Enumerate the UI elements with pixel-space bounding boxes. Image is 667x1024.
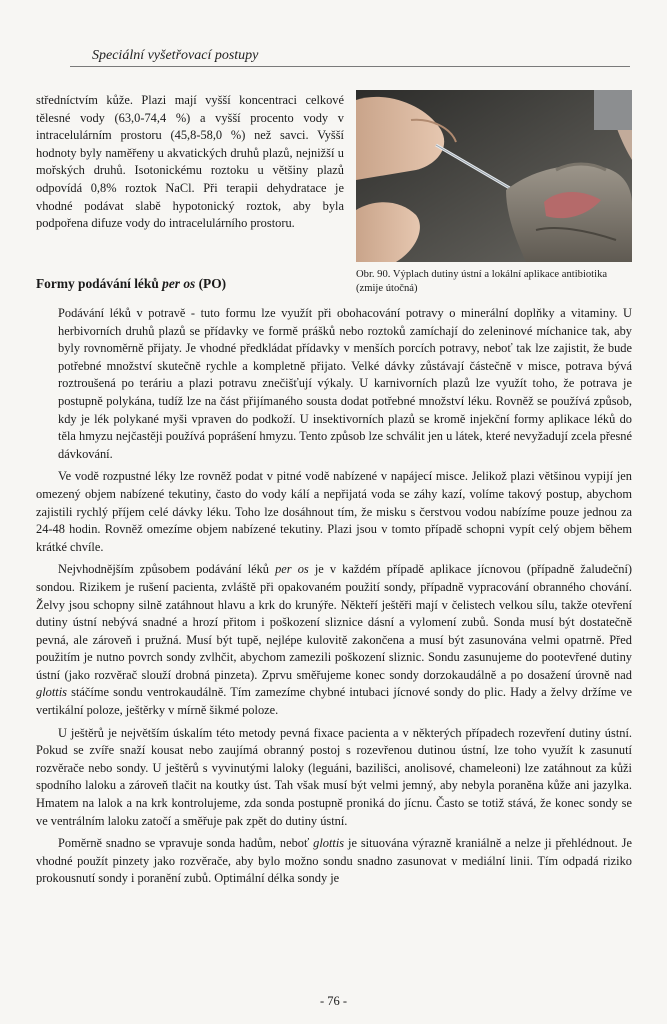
intro-column — [36, 92, 344, 233]
figure-caption: Obr. 90. Výplach dutiny ústní a lokální aplikace antibiotika (zmije útočná) — [356, 269, 608, 294]
main-text — [36, 305, 632, 893]
paragraph-text: je v každém případě aplikace jícnovou (případně žaludeční) sondou. Rizikem je rušení pacienta, zvláště při opakovaném použití sondy, případně vypracování obranného chování. Želvy jsou schopny silně zatáhnout hlavu a krk do krunýře. Někteří ještěři mají v čelistech velkou sílu, takže otevření dutiny ústní nebývá snadné a hrozí přitom i poškození sliznice dásní a vylomení zubů. Sonda musí být dostatečně pevná, ale zároveň i pružná. Musí být tupě, nejlépe kulovitě zakončena a musí být zasunována velmi opatrně. Před použitím je nutno povrch sondy zvlhčit, abychom zamezili poškození sliznic. Sondu zasunujeme do pootevřené dutiny ústní (jako rozvěrač slouží drobná pinzeta). Zprvu směřujeme konec sondy dorzokaudálně a po dosažení úrovně nad — [36, 562, 633, 682]
page-number: - 76 - — [319, 994, 348, 1008]
intro-paragraph: středníctvím kůže. Plazi mají vyšší koncentraci celkové tělesné vody (63,0-74,4 %) a vyšší procento vody v intracelulárním prostoru (45,8-58,0 %) než savci. Vyšší hodnoty byly naměřeny u akvatických druhů plazů, nejnižší u mořských druhů. Isotonickému roztoku u většiny plazů odpovídá 0,8% roztok NaCl. Při terapii dehydratace je vhodné podávat slabě hypotonický roztok, aby byla podpořena difuze vody do intracelulárního prostoru. — [36, 93, 344, 231]
paragraph-text: Poměrně snadno se vpravuje sonda hadům, neboť — [58, 836, 314, 851]
paragraph-text: Podávání léků v potravě - tuto formu lze využít při obohacování potravy o minerální doplňky a vitaminy. U herbivorních druhů plazů se přídavky ve formě prášků nebo roztoků zamíchají do zeleninové míchanice tak, aby byly rovnoměrně přijaty. Je vhodné předkládat přídavky v menších porcích potravy, neboť tak lze zajistit, že bude potřebné množství skutečně rychle a kompletně přijato. Velké dávky zůstávají částečně v misce, potrava bývá roztroušená po teráriu a plazi potravu znečišťují výkaly. U karnivorních plazů lze využít toho, že potrava je postupně polykána, tudíž lze na část přijímaného sousta dodat potřebné množství léku. Rovněž se používá způsob, kdy je lék polykané myši vpraven do podkoží. U insektivorních plazů se kromě injekční formy aplikace léků do těla hmyzu nejčastěji používá poprášení hmyzu. Tento způsob lze schválit jen u látek, které nevyžadují zcela přesné dávkování. — [58, 306, 632, 461]
paragraph-italic: glottis — [36, 685, 67, 700]
section-heading-part: (PO) — [195, 276, 227, 291]
paragraph-tube-feeding — [36, 561, 632, 719]
paragraph-text: stáčíme sondu ventrokaudálně. Tím zamezíme chybné intubaci jícnové sondy do plic. Hady a želvy držíme ve vertikální poloze, ještěrky v mírně šikmé poloze. — [36, 685, 632, 718]
paragraph-italic: per os — [275, 562, 309, 577]
paragraph-water-administration: Ve vodě rozpustné léky lze rovněž podat v pitné vodě nabízené v napájecí misce. Jelikož plazi většinou vypijí jen omezený objem nabízené tekutiny, často do vody kálí a nepřijatá voda se záhy kazí, volíme takový postup, abychom zajistili rychlý příjem celé dávky léku. Toho lze dosáhnout tím, že misku s čerstvou vodou nabízíme pouze jednou za 24-48 hodin. Rovněž omezíme objem nabízené tekutiny. Plazi jsou v tomto případě schopni vypít celý objem během krátké chvíle. — [36, 469, 632, 554]
running-title: Speciální vyšetřovací postupy — [92, 48, 259, 63]
paragraph-text: je situována výrazně kraniálně a nelze ji přehlédnout. Je vhodné použít pinzety jako rozvěrače, aby bylo možno sondu snadno zasunovat v mediální linii. Tím odpadá riziko prokousnutí sondy i poranění zubů. Optimální délka sondy je — [36, 836, 632, 886]
paragraph-text: Nejvhodnějším způsobem podávání léků — [58, 562, 276, 577]
paragraph-lizards: U ještěrů je největším úskalím této metody pevná fixace pacienta a v některých případech rozevření dutiny ústní. Pokud se zvíře snaží kousat nebo zaujímá obranný postoj s rozevřenou dutinou ústní, lze toho využít k zasunutí rozvěrače nebo sondy. U ještěrů s vyvinutými laloky (leguáni, bazilišci, anolisové, chameleoni) lze zatáhnout za kůži spodního laloku a zároveň tlačit na koutky úst. Tah však musí být velmi jemný, aby nebyla poraněna kůže ani jazylka. Hmatem na lalok a na krk kontrolujeme, zda sonda postupně proniká do jícnu. Často se totiž stává, že konec sondy se ve ventrálním laloku zatočí a směřuje pak zpět do dutiny ústní. — [36, 725, 632, 828]
figure-photo — [356, 90, 632, 262]
paragraph-food-administration — [36, 305, 632, 463]
paragraph-snakes — [36, 835, 632, 888]
running-header — [70, 46, 630, 67]
section-heading — [36, 275, 344, 293]
paragraph-italic: glottis — [313, 836, 345, 851]
section-heading-part: Formy podávání léků — [36, 276, 163, 291]
snake-treatment-photo — [356, 90, 632, 262]
section-heading-italic: per os — [162, 276, 196, 291]
